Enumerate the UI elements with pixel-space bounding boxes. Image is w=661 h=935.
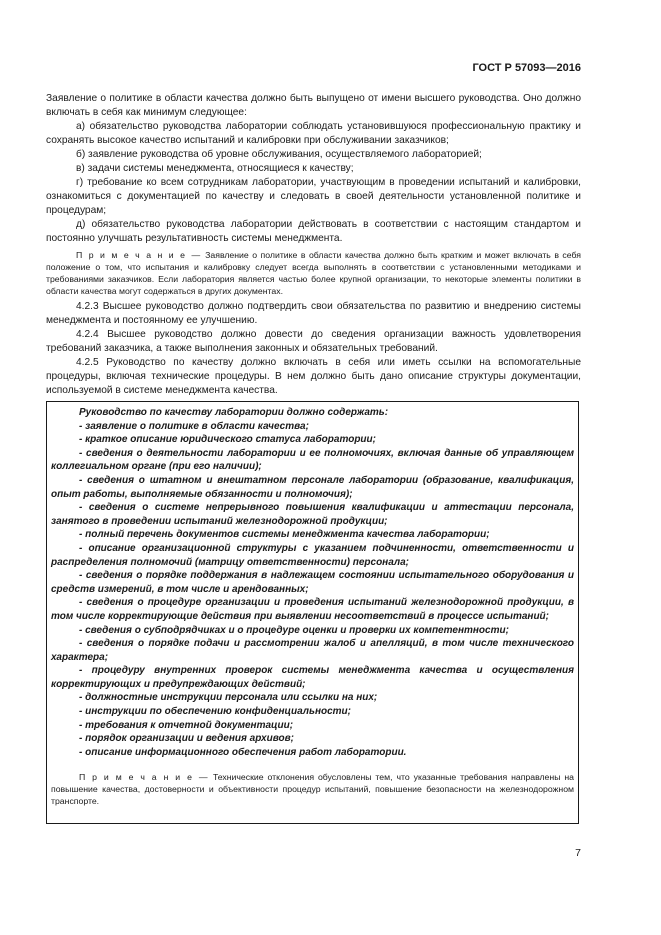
note-1 [46,249,581,297]
clause-4-2-4: 4.2.4 Высшее руководство должно довести до сведения организации важность удовлетворения требований заказчика, а также выполнения законных и обязательных требований. [46,329,581,354]
list-item-d: д) обязательство руководства лаборатории действовать в соответствии с настоящим стандартом и постоянно улучшать результативность системы менеджмента. [46,219,581,244]
box-item: - сведения о процедуре организации и проведения испытаний железнодорожной продукции, в том числе корректирующие действия при выявлении несоответствий в процессе испытаний; [51,597,574,622]
box-item: - сведения о системе непрерывного повышения квалификации и аттестации персонала, занятого в проведении испытаний железнодорожной продукции; [51,502,574,527]
box-item: - требования к отчетной документации; [79,719,294,731]
clause-4-2-5: 4.2.5 Руководство по качеству должно включать в себя или иметь ссылки на вспомогательные процедуры, включая технические процедуры. В нем должно быть дано описание структуры документации, используемой в системе менеджмента качества. [46,357,581,396]
box-item: - инструкции по обеспечению конфиденциальности; [79,706,351,718]
clause-4-2-3: 4.2.3 Высшее руководство должно подтвердить свои обязательства по развитию и внедрению системы менеджмента и постоянному ее улучшению. [46,301,581,326]
box-note [51,771,574,807]
page-number: 7 [575,847,581,859]
box-item: - описание организационной структуры с указанием подчиненности, ответственности и распределения полномочий (матрицу ответственности) персонала; [51,542,574,568]
note-text: Заявление о политике в области качества должно быть кратким и может включать в себя положение о том, что испытания и калибровку следует всегда выполнять в соответствии с установленными методиками и требованиями заказчиков. Если лаборатория является частью более крупной организации, то некоторые элементы политики в области качества могут содержаться в других документах. [46,250,581,296]
box-item: - процедуру внутренних проверок системы менеджмента качества и осуществления корректирующих и предупреждающих действий; [51,665,574,690]
document-code: ГОСТ Р 57093—2016 [472,62,581,74]
box-item: - порядок организации и ведения архивов; [79,733,294,745]
main-text [46,92,581,398]
list-item-a: а) обязательство руководства лаборатории соблюдать установившуюся профессиональную практику и сохранять высокое качество испытаний и калибровки при обслуживании заказчиков; [46,121,581,146]
list-item-b: б) заявление руководства об уровне обслуживания, осуществляемого лабораторией; [76,149,482,160]
box-item: - заявление о политике в области качества; [79,420,309,432]
list-item-v: в) задачи системы менеджмента, относящиеся к качеству; [76,163,354,174]
box-item: - сведения о штатном и внештатном персонале лаборатории (образование, квалификация, опыт работы, выполняемые обязанности и полномочия); [51,474,574,500]
quality-manual-box [46,401,579,824]
box-item: - сведения о порядке подачи и рассмотрении жалоб и апелляций, в том числе технического характера; [51,638,574,663]
box-title: Руководство по качеству лаборатории должно содержать: [79,407,389,418]
box-item: - полный перечень документов системы менеджмента качества лаборатории; [79,529,490,541]
box-note-text: Технические отклонения обусловлены тем, что указанные требования направлены на повышение качества, достоверности и объективности процедур испытаний, повышение безопасности на железнодорожном транспорте. [51,772,574,807]
box-list [51,420,574,760]
box-item: - сведения о деятельности лаборатории и ее полномочиях, включая данные об управляющем коллегиальном органе (при его наличии); [51,447,574,473]
box-item: - сведения о порядке поддержания в надлежащем состоянии испытательного оборудования и средств измерений, в том числе и арендованных; [51,570,574,595]
note-label: П р и м е ч а н и е — [76,250,202,260]
box-item: - должностные инструкции персонала или ссылки на них; [79,692,378,704]
paragraph-intro: Заявление о политике в области качества должно быть выпущено от имени высшего руководства. Оно должно включать в себя как минимум следующее: [46,93,581,118]
box-note-label: П р и м е ч а н и е — [79,772,210,783]
box-item: - описание информационного обеспечения работ лаборатории. [79,746,407,758]
box-item: - сведения о субподрядчиках и о процедуре оценки и проверки их компетентности; [79,624,509,636]
list-item-g: г) требование ко всем сотрудникам лаборатории, участвующим в проведении испытаний и калибровки, ознакомиться с документацией по качеству и следовать в своей деятельности установленной политике и процедурам; [46,177,581,216]
box-item: - краткое описание юридического статуса лаборатории; [79,434,376,446]
